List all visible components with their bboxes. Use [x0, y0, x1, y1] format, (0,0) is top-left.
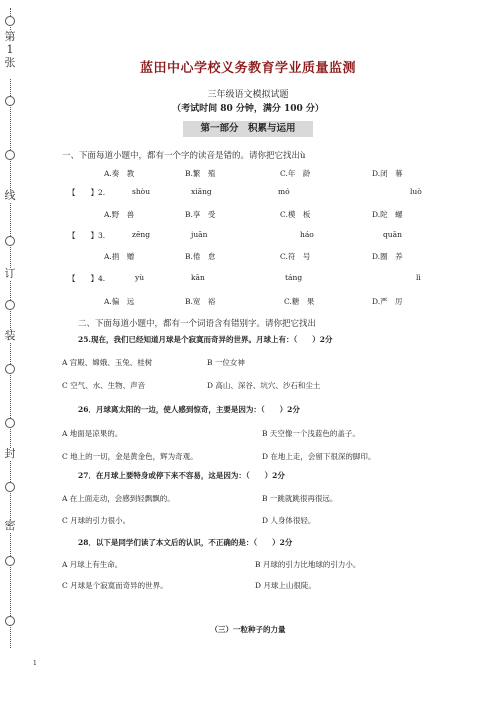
- binding-circle: [5, 364, 15, 374]
- q2-pinyin-b: xiāng: [191, 187, 212, 196]
- q3-option-b: B.倦 怠: [185, 252, 216, 261]
- q26-option-b: B 天空像一个浅蓝色的盖子。: [262, 429, 360, 438]
- q1-option-c: C.年 龄: [280, 169, 311, 178]
- q27-option-d: D 人身体很轻。: [262, 516, 316, 525]
- q28-option-a: A 月球上有生命。: [62, 560, 123, 569]
- binding-circle: [5, 418, 15, 428]
- q25-option-d: D 高山、深谷、坑穴、沙石和尘土: [207, 381, 321, 390]
- q27-option-c: C 月球的引力很小。: [62, 516, 131, 525]
- section3-title: （三）一粒种子的力量: [210, 625, 286, 634]
- section2-instruction: 二、下面每道小题中，都有一个词语含有错别字。请你把它找出: [78, 319, 317, 329]
- q4-pinyin-c: táng: [285, 273, 303, 282]
- q4-number: 【 】4.: [68, 274, 106, 283]
- q25-option-c: C 空气、水、生物、声音: [62, 381, 146, 390]
- q3-option-d: D.圈 养: [372, 252, 403, 261]
- q2-pinyin-c: mó: [278, 187, 290, 196]
- q3-pinyin-b: juān: [191, 230, 208, 239]
- binding-circle: [5, 300, 15, 310]
- sheet-number-label: 第1张: [3, 30, 17, 78]
- q28-stem: 28．以下是同学们读了本文后的认识，不正确的是：（ ）2分: [78, 538, 293, 547]
- binding-label-xian: 线: [4, 189, 16, 202]
- q4-option-d: D.严 厉: [372, 297, 403, 306]
- q25-stem: 25.现在，我们已经知道月球是个寂寞而奇异的世界。月球上有：（ ）2分: [78, 335, 333, 344]
- q4-option-b: B.宽 裕: [185, 297, 216, 306]
- q26-stem: 26．月球离太阳的一边，使人感到惊奇，主要是因为：（ ）2分: [78, 405, 300, 414]
- q2-number: 【 】2.: [68, 188, 106, 197]
- q25-option-b: B 一位女神: [207, 358, 245, 367]
- q2-option-a: A.野 兽: [104, 210, 135, 219]
- q3-pinyin-a: zēng: [132, 230, 151, 239]
- binding-circle: [5, 482, 15, 492]
- q2-option-b: B.享 受: [185, 210, 216, 219]
- q4-pinyin-d: lì: [416, 273, 421, 282]
- q2-pinyin-a: shòu: [132, 187, 151, 196]
- exam-title: 蓝田中心学校义务教育学业质量监测: [139, 61, 356, 76]
- binding-label-feng: 封: [4, 447, 16, 460]
- q2-pinyin-d: luò: [410, 187, 422, 196]
- binding-circle: [5, 236, 15, 246]
- exam-time-note: （考试时间 80 分钟，满分 100 分）: [172, 104, 324, 114]
- q27-option-a: A 在上面走动，会感到轻飘飘的。: [62, 494, 175, 503]
- q3-option-c: C.符 号: [280, 252, 311, 261]
- q2-option-d: D.陀 螺: [372, 210, 403, 219]
- q2-option-c: C.模 板: [280, 210, 311, 219]
- page-number: 1: [33, 660, 37, 667]
- q26-option-c: C 地上的一切，金是黄金色，辉为奇观。: [62, 452, 198, 461]
- q4-option-a: A.偏 远: [104, 297, 135, 306]
- part-one-banner: 第一部分 积累与运用: [183, 121, 313, 137]
- binding-circle: [5, 16, 15, 26]
- q1-option-a: A.奏 教: [104, 169, 135, 178]
- q28-option-c: C 月球是个寂寞而奇异的世界。: [62, 581, 168, 590]
- q28-option-d: D 月球上山很陡。: [255, 581, 316, 590]
- q27-stem: 27．在月球上要特身或停下来不容易，这是因为：（ ）2分: [78, 471, 285, 480]
- q3-option-a: A.捐 赠: [104, 252, 135, 261]
- binding-circle: [5, 150, 15, 160]
- q1-option-b: B.繁 殖: [185, 169, 216, 178]
- q4-pinyin-b: kān: [191, 273, 205, 282]
- q4-option-c: C.糖 果: [284, 297, 315, 306]
- exam-subtitle: 三年级语文模拟试题: [207, 90, 289, 100]
- q27-option-b: B 一跳就跳很再很远。: [262, 494, 338, 503]
- binding-circle: [5, 556, 15, 566]
- binding-label-mi: 密: [4, 519, 16, 532]
- q26-option-d: D 在地上走，会留下很深的脚印。: [262, 452, 376, 461]
- binding-label-ding: 订: [4, 267, 16, 280]
- q4-pinyin-a: yù: [135, 273, 145, 282]
- q3-pinyin-c: háo: [300, 230, 314, 239]
- q25-option-a: A 宫殿、嫦娥、玉兔、桂树: [62, 358, 153, 367]
- section1-instruction: 一、下面每道小题中，都有一个字的读音是错的。请你把它找出ù: [62, 151, 306, 161]
- q26-option-a: A 地面是凉果的。: [62, 429, 123, 438]
- q28-option-b: B 月球的引力比地球的引力小。: [255, 560, 361, 569]
- q3-number: 【 】3.: [68, 231, 106, 240]
- q3-pinyin-d: quān: [383, 230, 402, 239]
- binding-label-zhuang: 装: [4, 329, 16, 342]
- q1-option-d: D.闭 幕: [372, 169, 403, 178]
